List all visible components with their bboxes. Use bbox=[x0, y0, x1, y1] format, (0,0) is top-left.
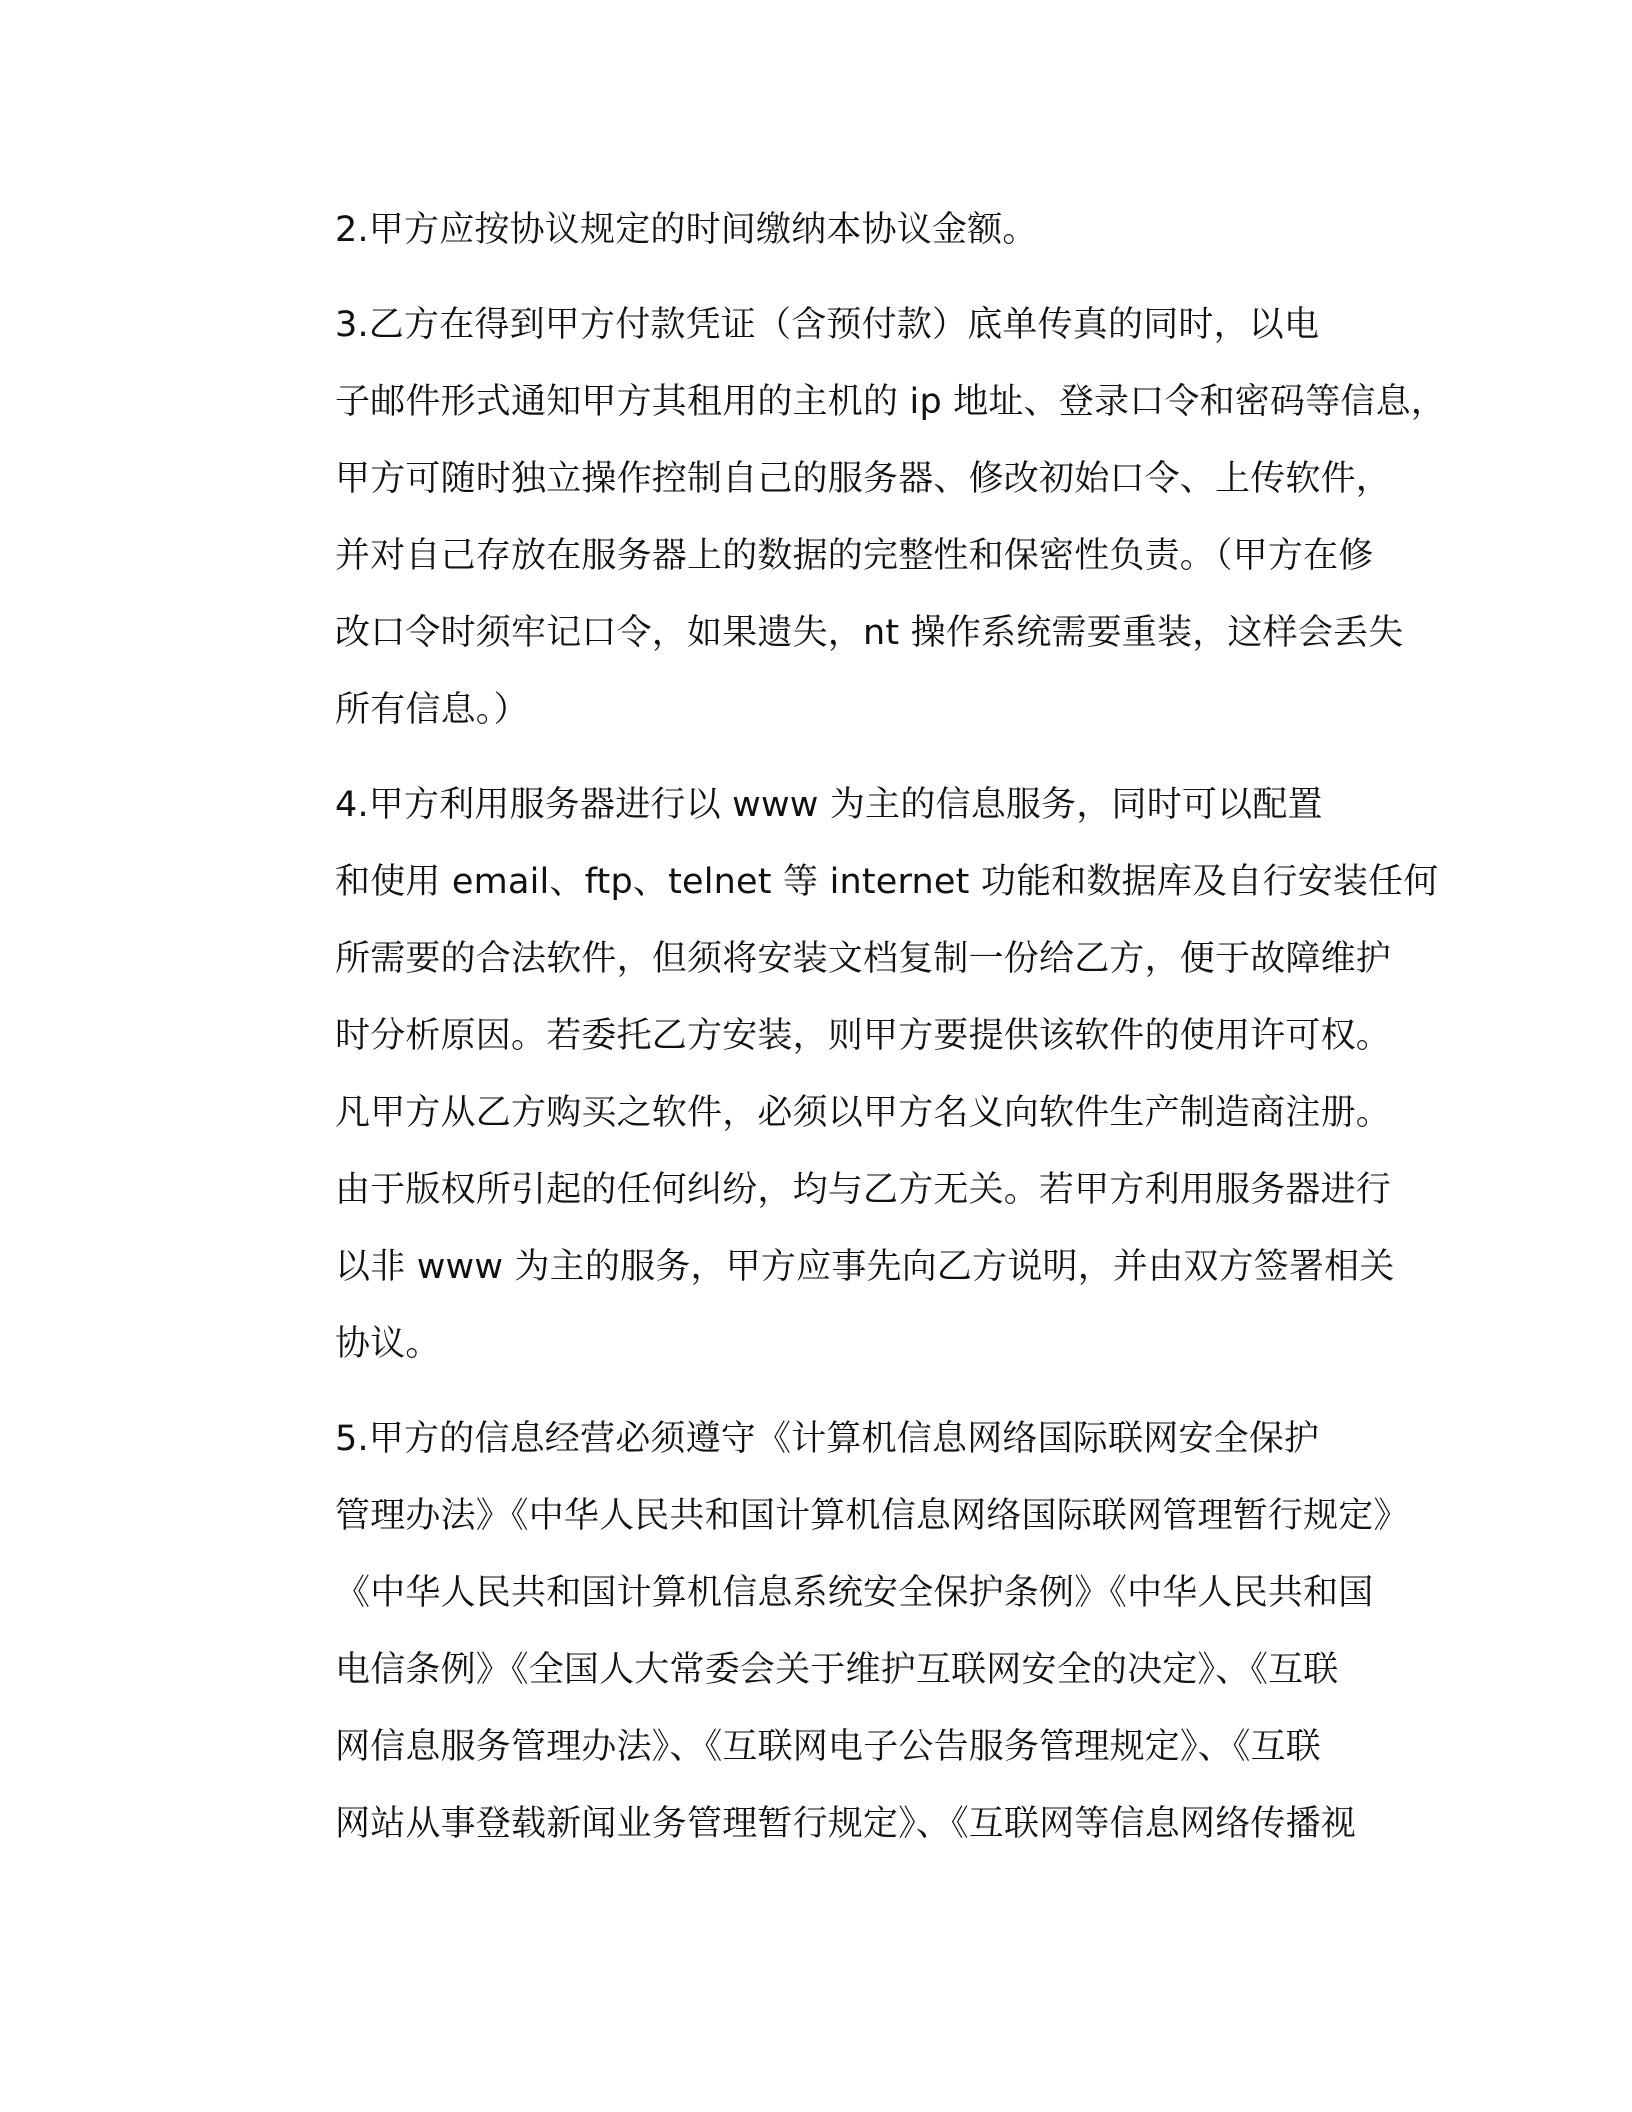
paragraph-5-line-4: 电信条例》《全国人大常委会关于维护互联网安全的决定》、《互联 bbox=[335, 1650, 1339, 1690]
paragraph-3-line-6: 所有信息。） bbox=[335, 690, 529, 730]
paragraph-4-line-3: 所需要的合法软件，但须将安装文档复制一份给乙方，便于故障维护 bbox=[335, 939, 1392, 979]
paragraph-5-line-3: 《中华人民共和国计算机信息系统安全保护条例》《中华人民共和国 bbox=[335, 1573, 1374, 1613]
paragraph-5-line-1: 5.甲方的信息经营必须遵守《计算机信息网络国际联网安全保护 bbox=[335, 1419, 1320, 1459]
paragraph-4-line-1: 4.甲方利用服务器进行以 www 为主的信息服务，同时可以配置 bbox=[335, 785, 1323, 825]
paragraph-5-line-2: 管理办法》《中华人民共和国计算机信息网络国际联网管理暂行规定》 bbox=[335, 1496, 1409, 1536]
paragraph-5-line-6: 网站从事登载新闻业务管理暂行规定》、《互联网等信息网络传播视 bbox=[335, 1804, 1357, 1844]
paragraph-3-line-3: 甲方可随时独立操作控制自己的服务器、修改初始口令、上传软件， bbox=[335, 459, 1392, 499]
paragraph-4-line-6: 由于版权所引起的任何纠纷，均与乙方无关。若甲方利用服务器进行 bbox=[335, 1170, 1392, 1210]
paragraph-5-line-5: 网信息服务管理办法》、《互联网电子公告服务管理规定》、《互联 bbox=[335, 1727, 1322, 1767]
paragraph-4-line-2: 和使用 email、ftp、telnet 等 internet 功能和数据库及自行安装任何 bbox=[335, 862, 1439, 902]
paragraph-4-line-7: 以非 www 为主的服务，甲方应事先向乙方说明，并由双方签署相关 bbox=[335, 1247, 1395, 1287]
document-body bbox=[240, 192, 1446, 1881]
paragraph-4-line-4: 时分析原因。若委托乙方安装，则甲方要提供该软件的使用许可权。 bbox=[335, 1016, 1392, 1056]
paragraph-2 bbox=[240, 192, 1410, 269]
paragraph-5 bbox=[240, 1401, 1410, 1863]
paragraph-3-line-5: 改口令时须牢记口令，如果遗失，nt 操作系统需要重装，这样会丢失 bbox=[335, 613, 1404, 653]
paragraph-3-line-1: 3.乙方在得到甲方付款凭证（含预付款）底单传真的同时，以电 bbox=[335, 305, 1320, 345]
paragraph-3 bbox=[240, 287, 1446, 749]
paragraph-3-line-4: 并对自己存放在服务器上的数据的完整性和保密性负责。（甲方在修 bbox=[335, 536, 1374, 576]
paragraph-4-line-8: 协议。 bbox=[335, 1324, 441, 1364]
paragraph-4-line-5: 凡甲方从乙方购买之软件，必须以甲方名义向软件生产制造商注册。 bbox=[335, 1093, 1392, 1133]
paragraph-4 bbox=[240, 767, 1439, 1383]
paragraph-3-line-2: 子邮件形式通知甲方其租用的主机的 ip 地址、登录口令和密码等信息， bbox=[335, 382, 1446, 422]
paragraph-2-line-1: 2.甲方应按协议规定的时间缴纳本协议金额。 bbox=[335, 210, 1038, 250]
